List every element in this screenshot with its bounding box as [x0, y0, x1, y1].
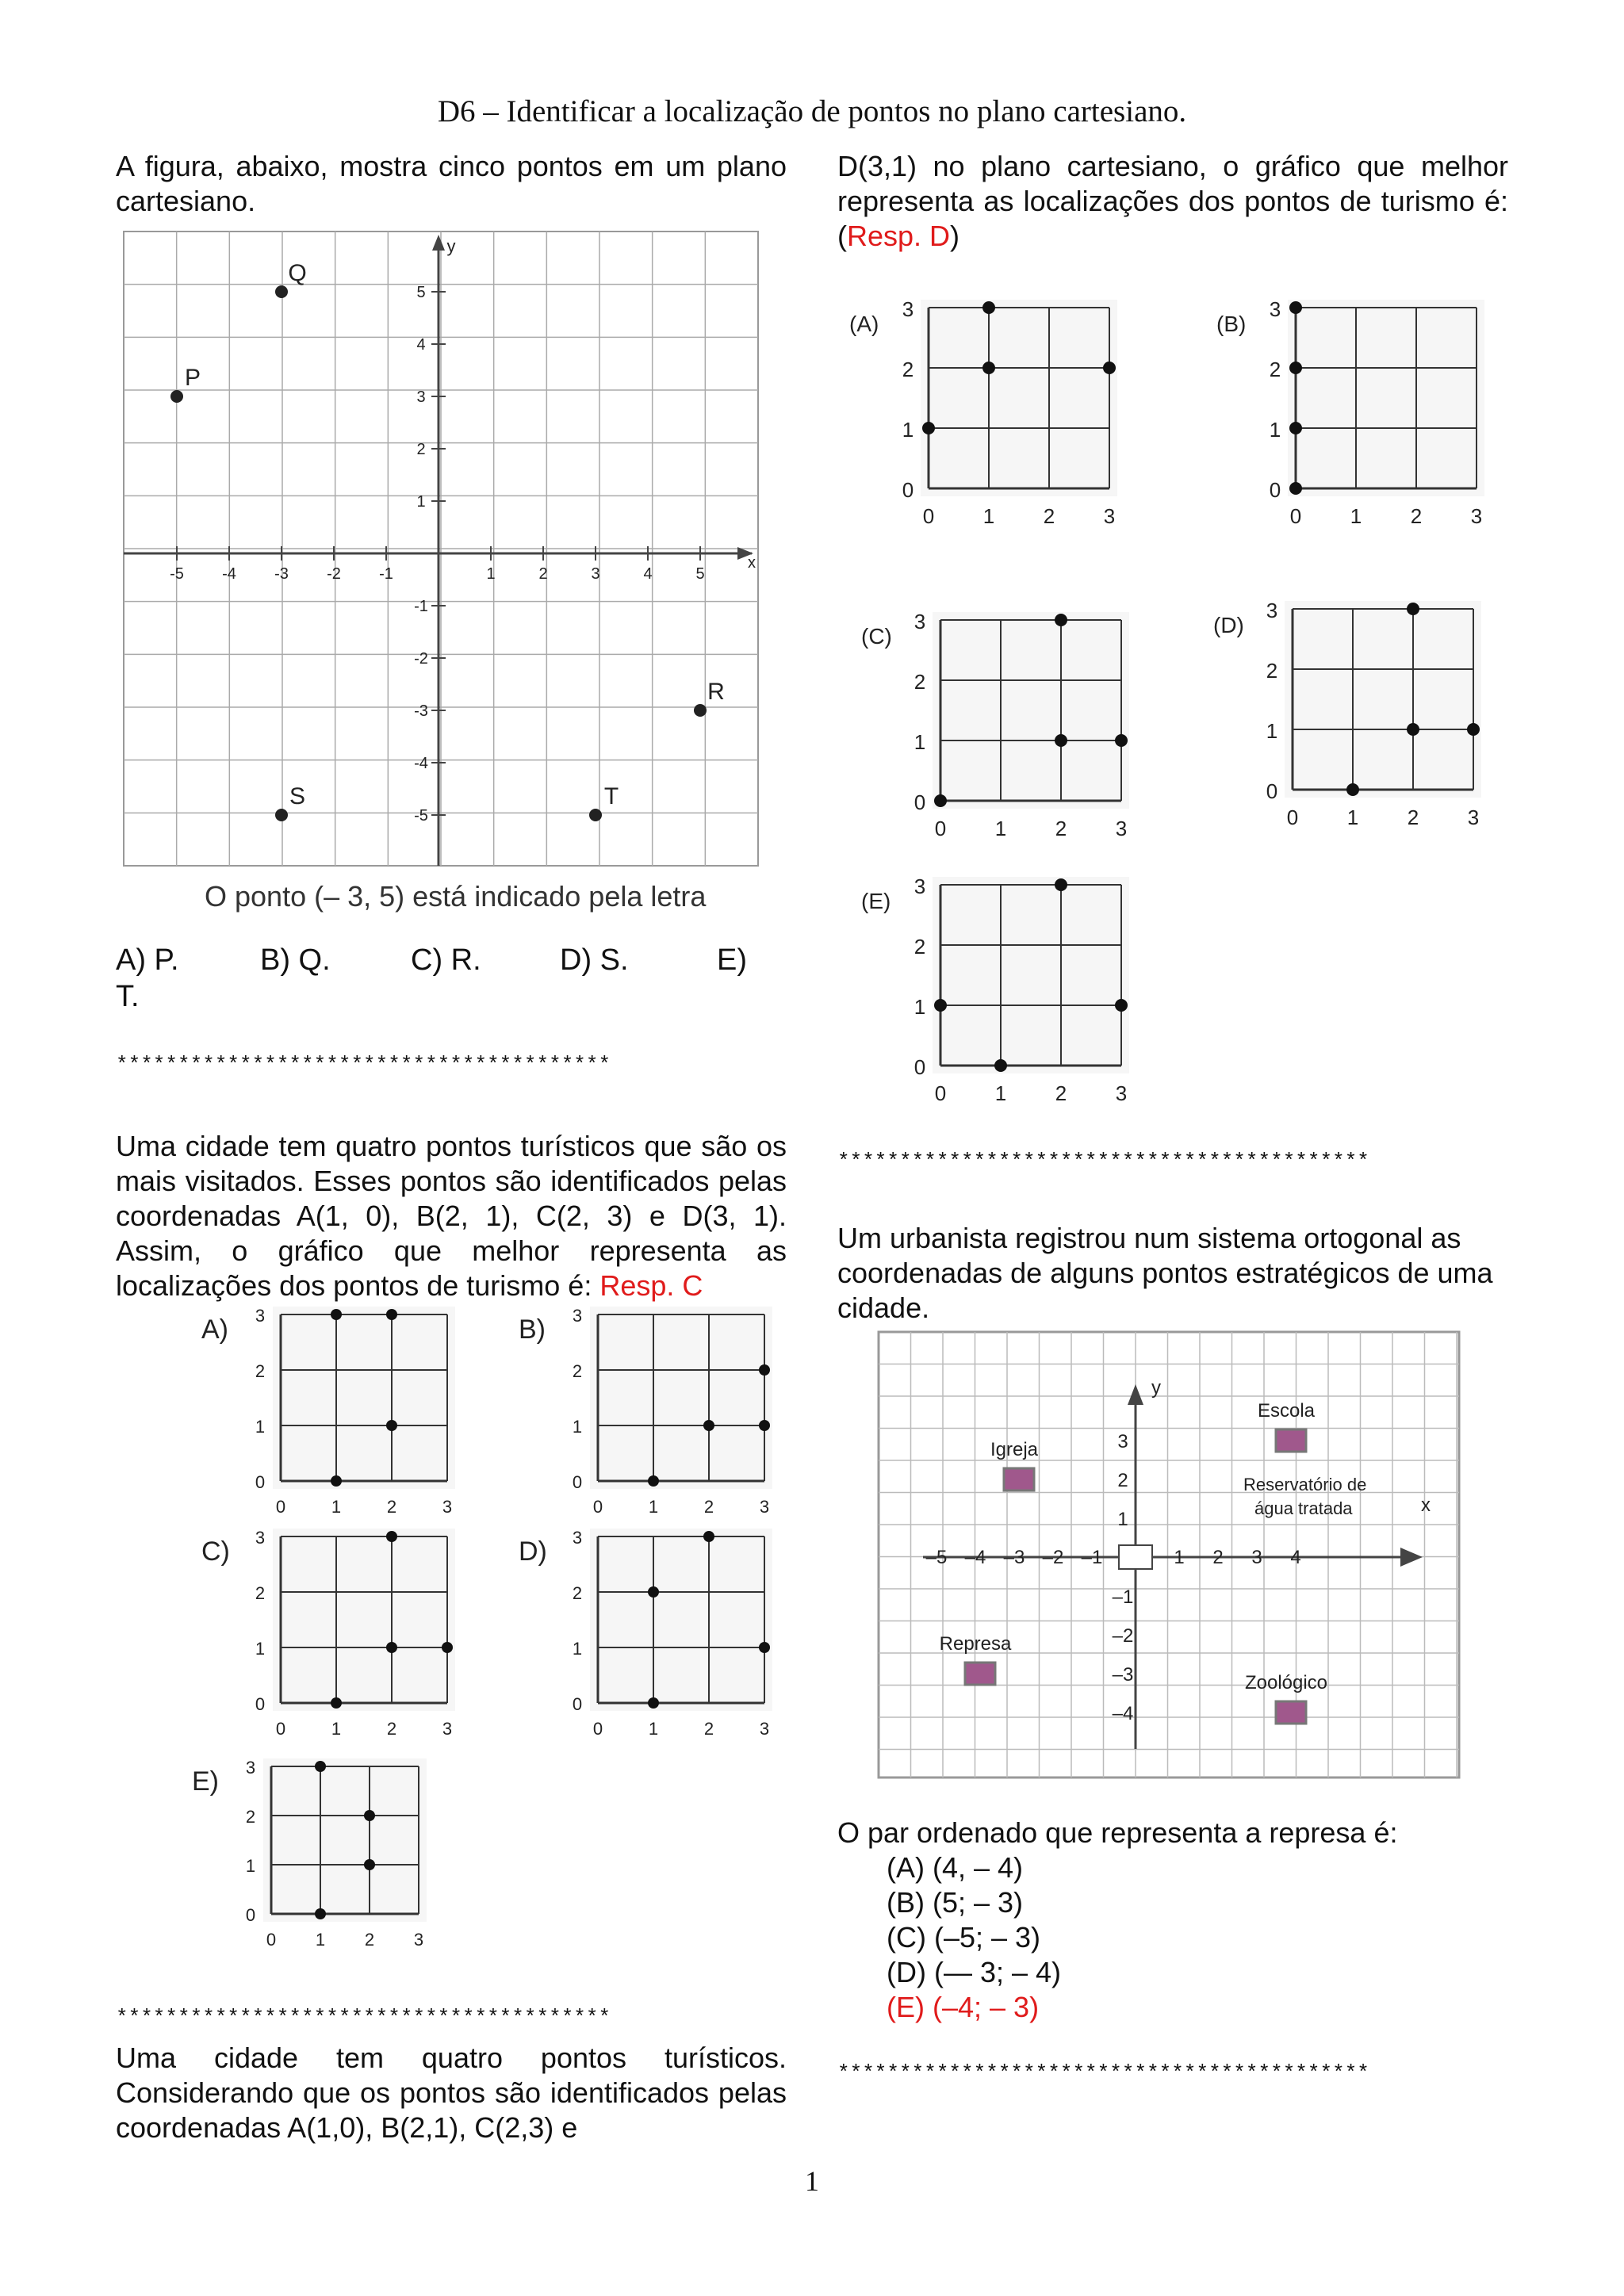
- q3-a-y-tick-label: 1: [902, 418, 914, 442]
- q2-c-label: C): [201, 1536, 230, 1567]
- q1-y-tick-label: -3: [414, 702, 428, 720]
- q3-d-y-tick-label: 3: [1266, 599, 1278, 622]
- q4-x-tick-label: –1: [1081, 1547, 1103, 1568]
- q3-a-point: [1103, 362, 1116, 374]
- q1-y-tick-label: 4: [416, 336, 426, 354]
- q2-d-y-tick-label: 3: [572, 1528, 583, 1548]
- q2-c-y-tick-label: 1: [255, 1639, 266, 1659]
- question-4-options: [837, 1816, 1508, 2025]
- q2-a-y-tick-label: 3: [255, 1306, 266, 1326]
- q3-a-bg: [921, 300, 1117, 496]
- question-3-text-right: D(3,1) no plano cartesiano, o gráfico que melhor representa as localizações dos pontos de turismo é: (Resp. D): [837, 150, 1508, 252]
- q3-a-x-tick-label: 0: [922, 504, 935, 528]
- q4-option-e[interactable]: (E) (–4; – 3): [887, 1991, 1040, 2023]
- q4-y-tick-label: 1: [1117, 1509, 1128, 1530]
- question-4-text: Um urbanista registrou num sistema ortogonal as coordenadas de alguns pontos estratégicos de uma cidade.: [837, 1222, 1493, 1324]
- q2-a-x-tick-label: 1: [331, 1497, 342, 1517]
- q2-b-x-tick-label: 3: [759, 1497, 770, 1517]
- q1-y-tick-label: 3: [416, 388, 426, 406]
- q4-place-label: Escola: [1257, 1400, 1316, 1422]
- q4-y-tick-label: –2: [1112, 1625, 1134, 1647]
- q3-b-y-tick-label: 2: [1269, 358, 1281, 381]
- q2-b-x-tick-label: 0: [592, 1497, 603, 1517]
- q3-e-x-tick-label: 3: [1115, 1081, 1128, 1105]
- q2-a-x-tick-label: 3: [442, 1497, 453, 1517]
- q2-b-point: [648, 1475, 659, 1487]
- question-3-answer: Resp. D: [847, 220, 951, 252]
- q1-point-s: [275, 809, 288, 821]
- page-number: 1: [805, 2165, 819, 2197]
- q3-d-x-tick-label: 2: [1407, 806, 1419, 829]
- q3-a-point: [982, 301, 995, 314]
- q1-y-tick-label: 5: [416, 284, 426, 301]
- q3-e-y-tick-label: 3: [914, 874, 926, 898]
- q3-d-bg: [1285, 601, 1481, 798]
- q3-e-point: [1115, 999, 1128, 1012]
- q3-c-x-tick-label: 0: [934, 817, 947, 840]
- q1-x-tick-label: -5: [170, 565, 184, 583]
- q2-e-y-tick-label: 0: [245, 1905, 256, 1925]
- q3-d-x-tick-label: 1: [1346, 806, 1359, 829]
- q3-a-x-tick-label: 3: [1103, 504, 1116, 528]
- q2-c-x-tick-label: 0: [275, 1719, 286, 1739]
- q1-point-label: R: [707, 679, 725, 705]
- q3-c-point: [1055, 614, 1067, 626]
- q3-e-point: [1055, 878, 1067, 891]
- q3-b-y-tick-label: 3: [1269, 297, 1281, 321]
- q2-d-x-tick-label: 2: [703, 1719, 714, 1739]
- q2-e-point: [315, 1761, 326, 1772]
- q3-b-point: [1289, 422, 1302, 434]
- q2-a-point: [386, 1309, 397, 1320]
- q2-e-x-tick-label: 2: [364, 1930, 375, 1950]
- q2-b-bg: [590, 1307, 772, 1489]
- q4-option-b[interactable]: (B) (5; – 3): [887, 1886, 1024, 1919]
- q2-b-x-tick-label: 2: [703, 1497, 714, 1517]
- q2-a-point: [386, 1420, 397, 1431]
- q1-point-label: T: [603, 783, 619, 809]
- q2-b-y-tick-label: 0: [572, 1472, 583, 1492]
- q3-a-y-tick-label: 2: [902, 358, 914, 381]
- choice-b[interactable]: B) Q.: [260, 943, 331, 977]
- q2-b-point: [759, 1420, 770, 1431]
- q1-x-tick-label: 5: [695, 565, 705, 583]
- q4-x-tick-label: –5: [925, 1547, 948, 1568]
- q2-d-y-tick-label: 1: [572, 1639, 583, 1659]
- q4-reservoir-label: água tratada: [1254, 1498, 1353, 1518]
- q1-y-tick-label: 1: [416, 493, 426, 511]
- q4-y-tick-label: –4: [1112, 1703, 1134, 1724]
- q3-b-point: [1289, 482, 1302, 495]
- q2-b-y-tick-label: 3: [572, 1306, 583, 1326]
- q3-c-y-tick-label: 2: [914, 670, 926, 694]
- q2-d-x-tick-label: 3: [759, 1719, 770, 1739]
- q1-cartesian-plane: [116, 224, 774, 929]
- q4-place-label: Represa: [939, 1633, 1012, 1655]
- q4-place-marker: [965, 1663, 995, 1685]
- q2-d-point: [759, 1642, 770, 1653]
- question-2-text: Uma cidade tem quatro pontos turísticos que são os mais visitados. Esses pontos são identificados pelas coordenadas A(1, 0), B(2, 1), C(2, 3) e D(3, 1). Assim, o gráfico que melhor representa as localizações dos pontos de turismo é:: [116, 1130, 787, 1302]
- q2-b-point: [759, 1364, 770, 1376]
- q1-x-tick-label: 1: [486, 565, 496, 583]
- q3-c-y-tick-label: 0: [914, 790, 926, 814]
- separator-4: *******************************************: [837, 2061, 1369, 2085]
- q3-d-point: [1407, 723, 1419, 736]
- q3-c-graph: [861, 610, 1129, 840]
- q3-c-x-tick-label: 3: [1115, 817, 1128, 840]
- q2-d-point: [648, 1586, 659, 1598]
- q1-y-tick-label: -1: [414, 598, 428, 615]
- q4-x-tick-label: 4: [1290, 1547, 1301, 1568]
- q3-b-graph: [1216, 297, 1484, 528]
- q3-e-point: [934, 999, 947, 1012]
- q3-a-graph: [849, 297, 1117, 528]
- q3-option-graphs: [837, 285, 1503, 1110]
- q2-b-point: [703, 1420, 714, 1431]
- q2-e-point: [364, 1859, 375, 1870]
- q2-e-point: [315, 1908, 326, 1919]
- q3-e-label: (E): [861, 889, 891, 913]
- q2-b-x-tick-label: 1: [648, 1497, 659, 1517]
- q1-x-tick-label: 2: [538, 565, 548, 583]
- q4-y-label: y: [1151, 1377, 1161, 1399]
- q4-x-tick-label: –2: [1042, 1547, 1064, 1568]
- q2-a-y-tick-label: 2: [255, 1361, 266, 1381]
- q3-a-x-tick-label: 1: [982, 504, 995, 528]
- q3-d-graph: [1213, 599, 1481, 829]
- q4-question: O par ordenado que representa a represa é:: [837, 1816, 1398, 1849]
- q2-a-x-tick-label: 0: [275, 1497, 286, 1517]
- q2-d-bg: [590, 1529, 772, 1711]
- q3-b-x-tick-label: 3: [1470, 504, 1483, 528]
- q4-y-tick-label: 2: [1117, 1470, 1128, 1491]
- q1-point-r: [694, 704, 707, 717]
- q1-y-tick-label: -2: [414, 650, 428, 668]
- q2-e-y-tick-label: 3: [245, 1758, 256, 1777]
- q2-d-y-tick-label: 0: [572, 1694, 583, 1714]
- q4-place-label: Igreja: [990, 1439, 1039, 1460]
- q3-d-label: (D): [1213, 613, 1244, 637]
- q1-point-t: [589, 809, 602, 821]
- q1-x-tick-label: -1: [379, 565, 393, 583]
- q2-d-x-tick-label: 0: [592, 1719, 603, 1739]
- q2-b-y-tick-label: 2: [572, 1361, 583, 1381]
- q2-c-y-tick-label: 0: [255, 1694, 266, 1714]
- q3-e-x-tick-label: 0: [934, 1081, 947, 1105]
- q3-b-x-tick-label: 2: [1410, 504, 1423, 528]
- q3-e-y-tick-label: 0: [914, 1055, 926, 1079]
- q2-c-bg: [273, 1529, 455, 1711]
- q1-x-tick-label: -3: [274, 565, 289, 583]
- q4-reservoir-label: Reservatório de: [1243, 1475, 1367, 1494]
- q2-c-x-tick-label: 1: [331, 1719, 342, 1739]
- q4-city-map-plane: [875, 1329, 1470, 1789]
- q2-d-point: [648, 1697, 659, 1709]
- q3-c-x-tick-label: 1: [994, 817, 1007, 840]
- q3-b-point: [1289, 301, 1302, 314]
- q3-e-point: [994, 1059, 1007, 1072]
- q3-b-point: [1289, 362, 1302, 374]
- q4-y-tick-label: 3: [1117, 1431, 1128, 1452]
- question-2-answer: Resp. C: [599, 1269, 703, 1302]
- question-1: [116, 149, 787, 219]
- question-3-text-left: Uma cidade tem quatro pontos turísticos. Considerando que os pontos são identificados pelas coordenadas A(1,0), B(2,1), C(2,3) e: [116, 2042, 787, 2144]
- q3-c-point: [1115, 734, 1128, 747]
- q2-a-x-tick-label: 2: [386, 1497, 397, 1517]
- q2-c-y-tick-label: 2: [255, 1583, 266, 1603]
- q2-b-graph: [519, 1306, 772, 1517]
- q3-a-x-tick-label: 2: [1043, 504, 1055, 528]
- q2-a-label: A): [201, 1314, 228, 1345]
- q3-d-point: [1346, 783, 1359, 796]
- q2-d-y-tick-label: 2: [572, 1583, 583, 1603]
- q4-reservoir-marker: [1119, 1545, 1152, 1569]
- q2-e-label: E): [192, 1766, 219, 1797]
- q3-b-x-tick-label: 0: [1289, 504, 1302, 528]
- q3-e-bg: [933, 877, 1129, 1073]
- q2-a-point: [331, 1475, 342, 1487]
- q3-d-y-tick-label: 0: [1266, 779, 1278, 803]
- q3-b-label: (B): [1216, 312, 1247, 336]
- q3-a-point: [922, 422, 935, 434]
- q2-d-label: D): [519, 1536, 547, 1567]
- q1-x-tick-label: 3: [591, 565, 600, 583]
- q3-c-x-tick-label: 2: [1055, 817, 1067, 840]
- q2-a-point: [331, 1309, 342, 1320]
- q2-c-point: [442, 1642, 453, 1653]
- q1-x-tick-label: -2: [327, 565, 341, 583]
- q2-c-point: [386, 1642, 397, 1653]
- q4-place-marker: [1276, 1429, 1306, 1452]
- q3-e-x-tick-label: 2: [1055, 1081, 1067, 1105]
- q1-point-q: [275, 285, 288, 298]
- q3-d-point: [1467, 723, 1480, 736]
- q1-point-p: [170, 390, 183, 403]
- choice-c[interactable]: C) R.: [411, 943, 481, 977]
- q1-y-tick-label: 2: [416, 441, 426, 458]
- q3-d-x-tick-label: 3: [1467, 806, 1480, 829]
- q3-e-x-tick-label: 1: [994, 1081, 1007, 1105]
- q4-place-marker: [1004, 1468, 1034, 1490]
- q3-d-y-tick-label: 1: [1266, 719, 1278, 743]
- q2-e-y-tick-label: 2: [245, 1807, 256, 1827]
- q1-x-label: x: [748, 554, 756, 572]
- q3-b-y-tick-label: 0: [1269, 478, 1281, 502]
- separator-3: *******************************************: [837, 1150, 1369, 1173]
- q3-a-y-tick-label: 3: [902, 297, 914, 321]
- q1-caption: O ponto (– 3, 5) está indicado pela letra: [205, 880, 707, 913]
- q3-d-y-tick-label: 2: [1266, 659, 1278, 683]
- q3-e-y-tick-label: 1: [914, 995, 926, 1019]
- q2-c-y-tick-label: 3: [255, 1528, 266, 1548]
- page-title: D6 – Identificar a localização de pontos no plano cartesiano.: [437, 94, 1187, 128]
- q1-point-label: Q: [288, 260, 307, 286]
- q1-x-tick-label: -4: [222, 565, 236, 583]
- choice-d[interactable]: D) S.: [560, 943, 629, 977]
- q3-c-label: (C): [861, 624, 892, 649]
- q4-x-tick-label: 3: [1251, 1547, 1262, 1568]
- question-2: [116, 1129, 787, 1303]
- q3-c-y-tick-label: 3: [914, 610, 926, 633]
- q4-y-tick-label: –1: [1112, 1586, 1134, 1608]
- q2-d-graph: [519, 1528, 772, 1739]
- choice-a[interactable]: A) P.: [116, 943, 179, 977]
- q2-option-graphs: [116, 1300, 770, 1966]
- q2-a-graph: [201, 1306, 455, 1517]
- choice-e-cont: T.: [116, 980, 140, 1013]
- q4-place-marker: [1276, 1701, 1306, 1724]
- q2-e-y-tick-label: 1: [245, 1856, 256, 1876]
- q2-c-point: [331, 1697, 342, 1709]
- q3-c-bg: [933, 612, 1129, 809]
- q4-option-c[interactable]: (C) (–5; – 3): [887, 1921, 1041, 1954]
- q2-c-point: [386, 1531, 397, 1542]
- q4-x-tick-label: –4: [964, 1547, 986, 1568]
- choice-e[interactable]: E): [717, 943, 747, 977]
- q2-a-y-tick-label: 1: [255, 1417, 266, 1437]
- q2-c-x-tick-label: 2: [386, 1719, 397, 1739]
- q2-c-x-tick-label: 3: [442, 1719, 453, 1739]
- q1-x-tick-label: 4: [643, 565, 653, 583]
- q2-e-bg: [263, 1758, 427, 1922]
- q3-b-x-tick-label: 1: [1350, 504, 1362, 528]
- q3-b-y-tick-label: 1: [1269, 418, 1281, 442]
- q3-a-point: [982, 362, 995, 374]
- q4-x-tick-label: 2: [1212, 1547, 1224, 1568]
- q4-place-label: Zoológico: [1244, 1672, 1328, 1693]
- q3-b-bg: [1288, 300, 1484, 496]
- q3-c-point: [1055, 734, 1067, 747]
- q2-a-bg: [273, 1307, 455, 1489]
- q2-e-graph: [192, 1758, 427, 1950]
- q3-c-point: [934, 794, 947, 807]
- q2-d-point: [703, 1531, 714, 1542]
- q2-e-x-tick-label: 0: [266, 1930, 277, 1950]
- q2-e-x-tick-label: 1: [315, 1930, 326, 1950]
- q1-y-label: y: [446, 236, 456, 256]
- q4-x-tick-label: 1: [1174, 1547, 1185, 1568]
- q4-x-tick-label: –3: [1003, 1547, 1025, 1568]
- q1-point-label: S: [289, 783, 306, 809]
- q3-e-graph: [861, 874, 1129, 1105]
- q2-e-point: [364, 1810, 375, 1821]
- q4-y-tick-label: –3: [1112, 1664, 1134, 1686]
- q1-point-label: P: [184, 365, 201, 391]
- q1-y-tick-label: -5: [414, 807, 428, 825]
- q2-a-y-tick-label: 0: [255, 1472, 266, 1492]
- q3-a-y-tick-label: 0: [902, 478, 914, 502]
- q3-d-point: [1407, 603, 1419, 615]
- separator-2: ****************************************: [116, 2006, 611, 2030]
- q2-b-label: B): [519, 1314, 546, 1345]
- q2-d-x-tick-label: 1: [648, 1719, 659, 1739]
- q2-e-x-tick-label: 3: [413, 1930, 424, 1950]
- separator-1: ****************************************: [116, 1053, 611, 1077]
- q2-b-y-tick-label: 1: [572, 1417, 583, 1437]
- q3-a-label: (A): [849, 312, 879, 336]
- q4-option-a[interactable]: (A) (4, – 4): [887, 1851, 1024, 1884]
- q3-e-y-tick-label: 2: [914, 935, 926, 959]
- q4-x-label: x: [1421, 1494, 1431, 1516]
- q4-option-d[interactable]: (D) (— 3; – 4): [887, 1956, 1062, 1988]
- question-1-text: A figura, abaixo, mostra cinco pontos em um plano cartesiano.: [116, 150, 787, 217]
- q3-d-x-tick-label: 0: [1286, 806, 1299, 829]
- q3-c-y-tick-label: 1: [914, 730, 926, 754]
- q1-y-tick-label: -4: [414, 755, 428, 772]
- q2-c-graph: [201, 1528, 455, 1739]
